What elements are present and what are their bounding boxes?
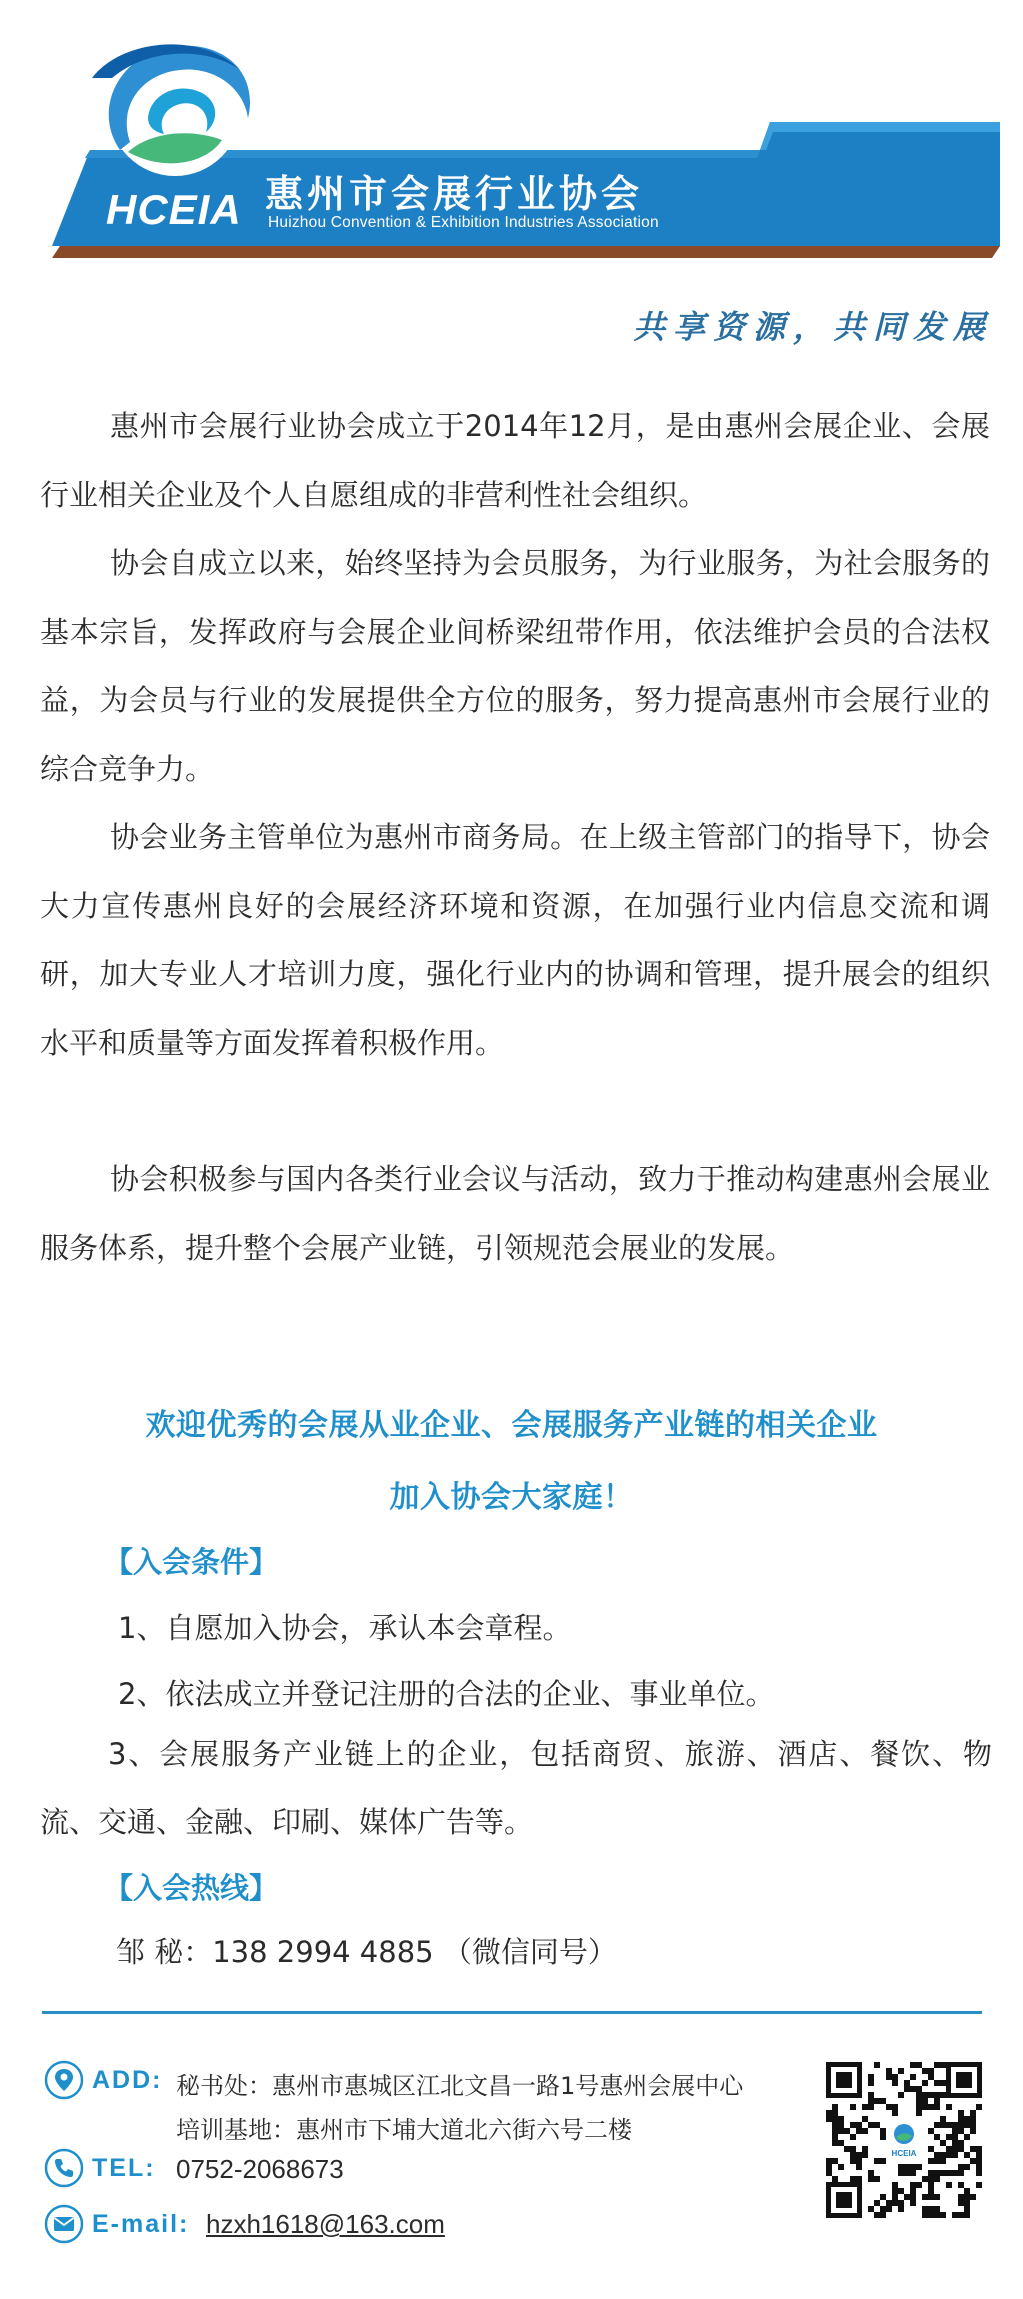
welcome-line-2: 加入协会大家庭！ bbox=[389, 1480, 634, 1515]
welcome-line-1: 欢迎优秀的会展从业企业、会展服务产业链的相关企业 bbox=[145, 1408, 878, 1443]
address-label: ADD: bbox=[92, 2066, 163, 2094]
qr-logo-caption: HCEIA bbox=[891, 2149, 917, 2158]
intro-paragraph: 惠州市会展行业协会成立于2014年12月，是由惠州会展企业、会展行业相关企业及个人自愿组成的非营利性社会组织。 bbox=[40, 409, 990, 512]
email-link[interactable]: hzxh1618@163.com bbox=[206, 2209, 445, 2239]
email-label: E-mail: bbox=[92, 2210, 190, 2238]
address-line-2: 培训基地：惠州市下埔大道北六街六号二楼 bbox=[176, 2116, 632, 2144]
intro-paragraph: 协会业务主管单位为惠州市商务局。在上级主管部门的指导下，协会大力宣传惠州良好的会展经济环境和资源，在加强行业内信息交流和调研，加大专业人才培训力度，强化行业内的协调和管理，提升展会的组织水平和质量等方面发挥着积极作用。 bbox=[40, 820, 990, 1060]
hotline-contact: 邹 秘：138 2994 4885 （微信同号） bbox=[116, 1935, 617, 1969]
intro-paragraph: 协会自成立以来，始终坚持为会员服务，为行业服务，为社会服务的基本宗旨，发挥政府与会展企业间桥梁纽带作用，依法维护会员的合法权益，为会员与行业的发展提供全方位的服务，努力提高惠州市会展行业的综合竞争力。 bbox=[40, 546, 990, 786]
address-line-1: 秘书处：惠州市惠城区江北文昌一路1号惠州会展中心 bbox=[176, 2072, 744, 2100]
tel-label: TEL: bbox=[92, 2154, 156, 2182]
email-icon bbox=[44, 2204, 84, 2244]
org-name-en: Huizhou Convention & Exhibition Industries Association bbox=[268, 214, 659, 231]
header-banner bbox=[0, 0, 1023, 270]
intro-paragraph: 协会积极参与国内各类行业会议与活动，致力于推动构建惠州会展业服务体系，提升整个会展产业链，引领规范会展业的发展。 bbox=[40, 1162, 990, 1265]
qr-code bbox=[826, 2062, 982, 2218]
slogan: 共享资源，共同发展 bbox=[632, 308, 993, 346]
hotline-title: 【入会热线】 bbox=[104, 1871, 279, 1905]
phone-icon bbox=[44, 2148, 84, 2188]
location-icon bbox=[44, 2060, 84, 2100]
tel-number[interactable]: 0752-2068673 bbox=[176, 2154, 344, 2184]
footer-divider bbox=[42, 2011, 982, 2014]
condition-item: 3、会展服务产业链上的企业，包括商贸、旅游、酒店、餐饮、物流、交通、金融、印刷、媒体广告等。 bbox=[40, 1737, 992, 1839]
logo-abbreviation: HCEIA bbox=[106, 186, 242, 233]
condition-item: 1、自愿加入协会，承认本会章程。 bbox=[118, 1611, 572, 1645]
org-name-cn: 惠州市会展行业协会 bbox=[265, 172, 644, 216]
membership-conditions-title: 【入会条件】 bbox=[104, 1545, 279, 1579]
condition-item: 2、依法成立并登记注册的合法的企业、事业单位。 bbox=[118, 1677, 775, 1711]
